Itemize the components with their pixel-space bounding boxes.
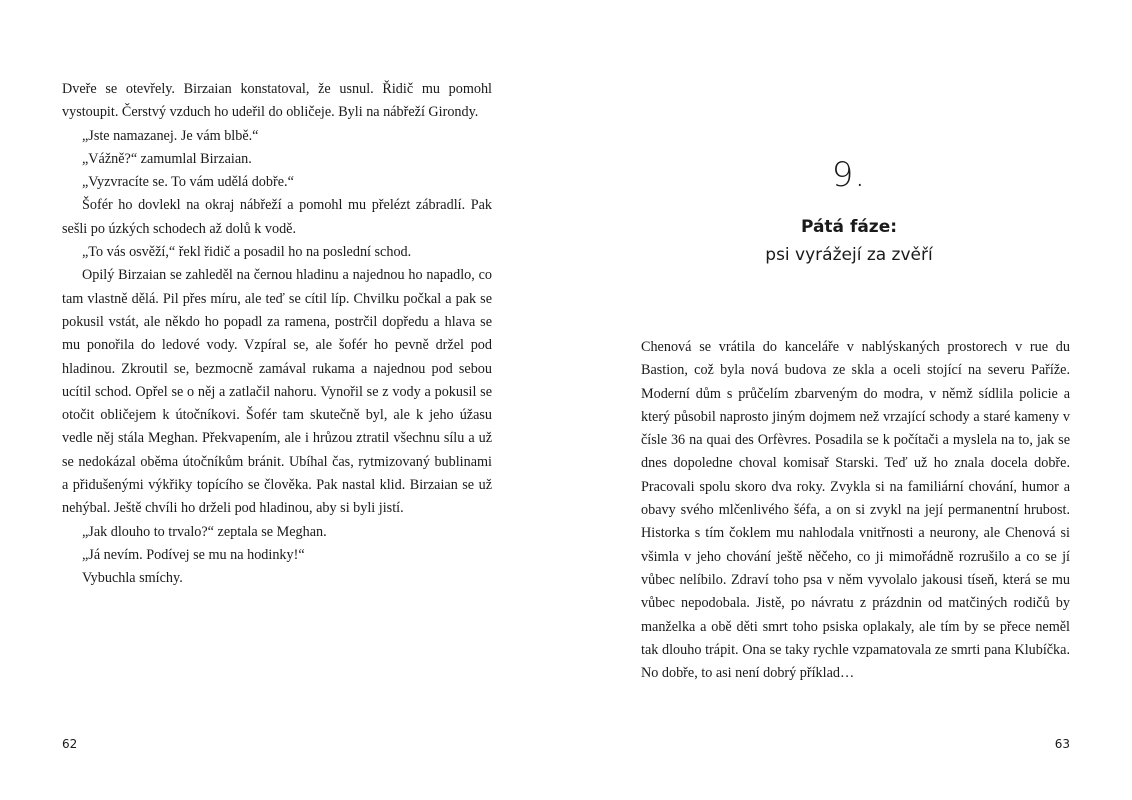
- paragraph: Šofér ho dovlekl na okraj nábřeží a pomohl mu přelézt zábradlí. Pak sešli po úzkých schodech až dolů k vodě.: [62, 197, 492, 237]
- paragraph: „To vás osvěží,“ řekl řidič a posadil ho na poslední schod.: [82, 244, 412, 261]
- paragraph: Dveře se otevřely. Birzaian konstatoval, že usnul. Řidič mu pomohl vystoupit. Čerstvý vzduch ho udeřil do obličeje. Byli na nábřeží Girondy.: [62, 81, 492, 121]
- left-page-text: [62, 78, 492, 591]
- paragraph: Opilý Birzaian se zahleděl na černou hladinu a najednou ho napadlo, co tam vlastně dělá. Pil přes míru, ale teď se cítil líp. Chvilku počkal a pak se pokusil vstát, ale někdo ho popadl za ramena, postrčil dopředu a hlava se mu ponořila do ledové vody. Vzpíral se, ale šofér ho pevně držel pod hladinou. Zkroutil se, bezmocně zamával rukama a najednou pod sebou ucítil schod. Opřel se o něj a zatlačil nahoru. Vynořil se z vody a pokusil se otočit obličejem k útočníkovi. Šofér tam skutečně byl, ale k jeho úžasu vedle něj stála Meghan. Překvapením, ale i hrůzou ztratil všechnu sílu a už se nedokázal oběma útočníkům bránit. Ubíhal čas, rytmizovaný bublinami a přidušenými výkřiky topícího se člověka. Pak nastal klid. Birzaian se už nehýbal. Ještě chvíli ho drželi pod hladinou, aby si byli jistí.: [62, 267, 492, 517]
- paragraph: „Jste namazanej. Je vám blbě.“: [82, 127, 259, 144]
- chapter-title: Pátá fáze:: [800, 217, 898, 237]
- paragraph: „Jak dlouho to trvalo?“ zeptala se Meghan.: [82, 523, 327, 540]
- chapter-subtitle: psi vyrážejí za zvěří: [765, 245, 933, 265]
- paragraph: „Vážně?“ zamumlal Birzaian.: [82, 150, 252, 167]
- right-page-text: [641, 336, 1070, 685]
- page-number-left: 62: [62, 737, 78, 751]
- paragraph: „Vyzvracíte se. To vám udělá dobře.“: [82, 174, 294, 191]
- paragraph: „Já nevím. Podívej se mu na hodinky!“: [82, 546, 305, 563]
- paragraph: Vybuchla smíchy.: [82, 570, 183, 587]
- paragraph: Chenová se vrátila do kanceláře v nablýskaných prostorech v rue du Bastion, což byla nová budova ze skla a oceli stojící na severu Paříže. Moderní dům s průčelím zbarveným do modra, v němž sídlila policie a který působil naprosto jiným dojmem než vrzající schody a staré kameny v čísle 36 na quai des Orfèvres. Posadila se k počítači a myslela na to, jak se dnes dopoledne choval komisař Starski. Teď už ho znala docela dobře. Pracovali spolu skoro dva roky. Zvykla si na familiární chování, humor a obavy svého mlčenlivého šéfa, a on si zvykl na její permanentní hrubost. Historka s tím čoklem mu nahlodala vnitřnosti a neurony, ale Chenová si všimla v jeho chování ještě něčeho, co ji mimořádně rozrušilo a co se jí vůbec nelíbilo. Zdraví toho psa v něm vyvolalo jakousi tíseň, která se mu vůbec nepodobala. Jistě, po návratu z prázdnin od matčiných rodičů by manželka a obě děti smrt toho psiska oplakaly, ale tím by se přece neměl tak dlouho trápit. Ona se taky rychle vzpamatovala ze smrti pana Klubíčka. No dobře, to asi není dobrý příklad…: [641, 339, 1070, 682]
- chapter-number: 9.: [831, 155, 867, 195]
- page-number-right: 63: [1054, 737, 1070, 751]
- right-page: [566, 0, 1132, 800]
